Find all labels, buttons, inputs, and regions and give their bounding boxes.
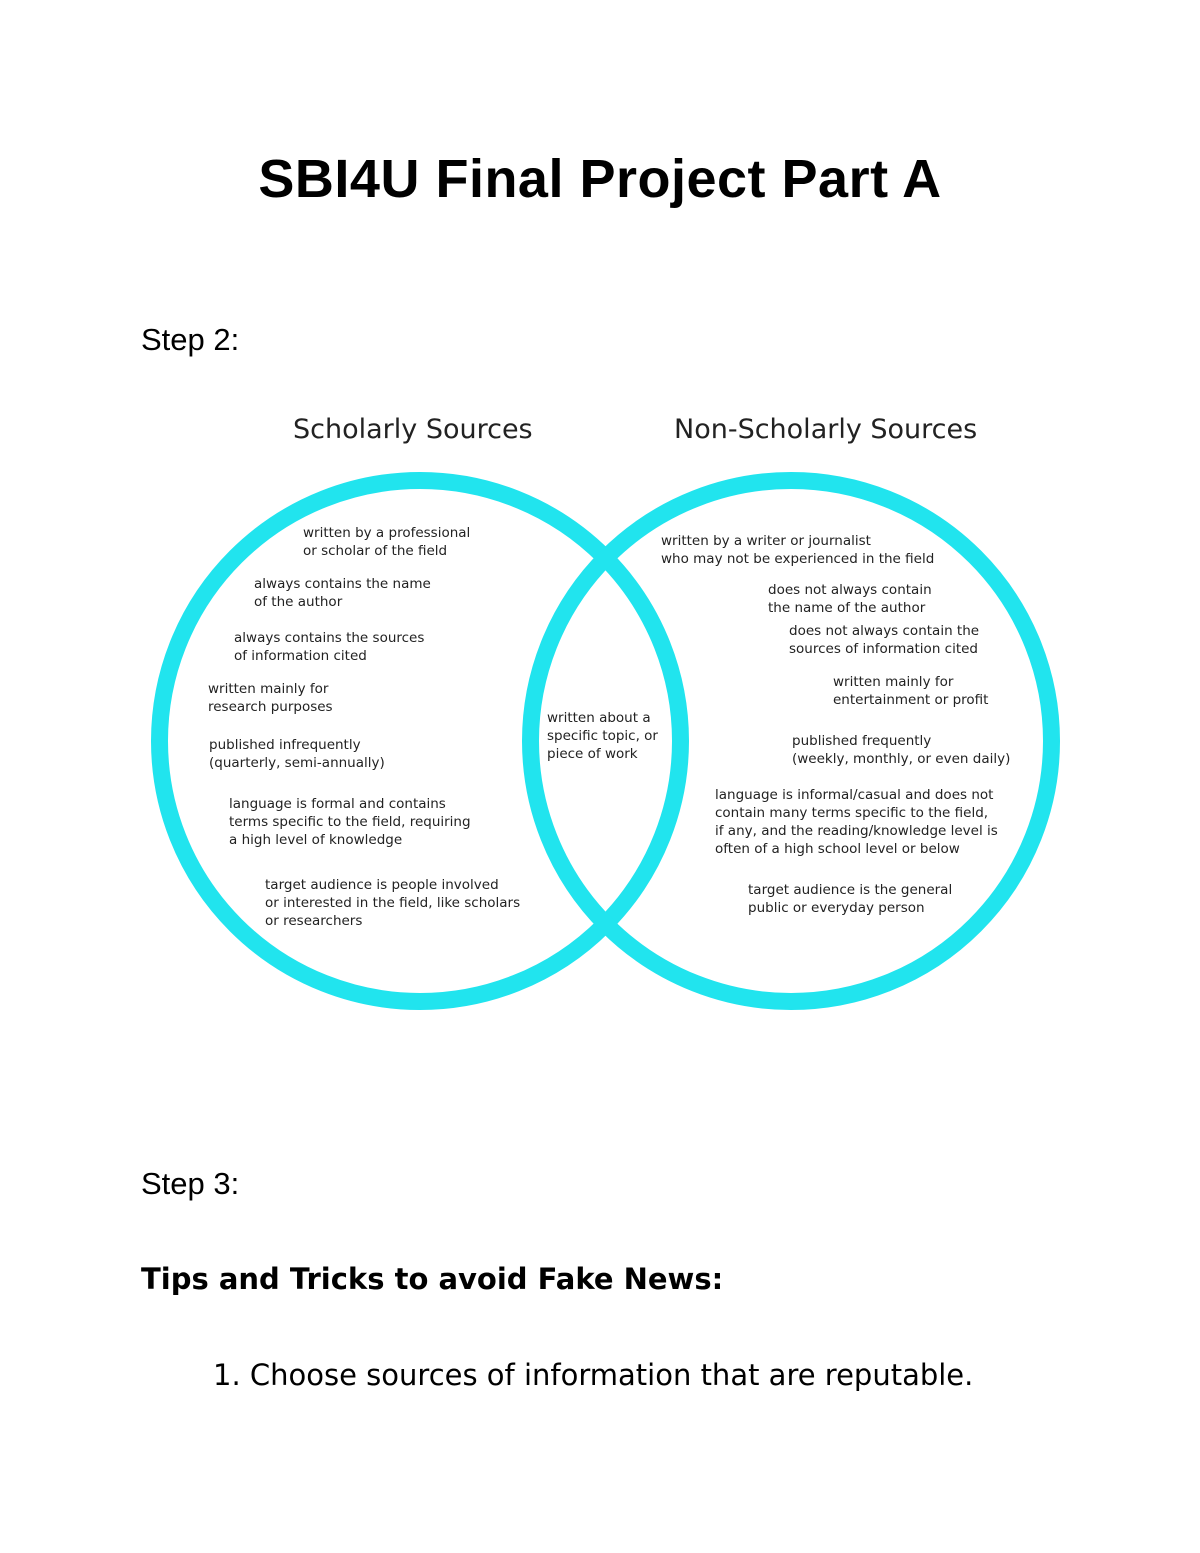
page-title: SBI4U Final Project Part A (258, 149, 942, 209)
venn-right-item: published frequently (weekly, monthly, or even daily) (792, 733, 1011, 767)
venn-left-item: always contains the name of the author (254, 576, 431, 610)
venn-right-heading: Non-Scholarly Sources (674, 414, 978, 445)
venn-left-item: published infrequently (quarterly, semi-annually) (209, 737, 385, 771)
venn-right-item: written by a writer or journalist who may not be experienced in the field (661, 533, 935, 567)
tip-list-item: 1. Choose sources of information that are reputable. (213, 1358, 974, 1392)
venn-left-heading: Scholarly Sources (293, 414, 533, 445)
venn-right-item: language is informal/casual and does not contain many terms specific to the field, if any, and the reading/knowledge level is often of a high school level or below (715, 787, 998, 857)
tips-heading: Tips and Tricks to avoid Fake News: (141, 1262, 724, 1296)
venn-left-item: written by a professional or scholar of the field (303, 525, 471, 559)
venn-right-item: does not always contain the sources of information cited (789, 623, 980, 657)
venn-right-item: written mainly for entertainment or profit (833, 674, 989, 708)
venn-right-item: target audience is the general public or everyday person (748, 882, 953, 916)
step-3-label: Step 3: (141, 1166, 240, 1201)
venn-left-item: written mainly for research purposes (208, 681, 333, 715)
step-2-label: Step 2: (141, 322, 240, 357)
venn-left-item: always contains the sources of information cited (234, 630, 425, 664)
venn-left-item: target audience is people involved or interested in the field, like scholars or researchers (265, 877, 521, 929)
venn-right-item: does not always contain the name of the author (768, 582, 932, 616)
venn-left-item: language is formal and contains terms specific to the field, requiring a high level of knowledge (229, 796, 471, 848)
venn-overlap-item: written about a specific topic, or piece of work (547, 710, 658, 762)
